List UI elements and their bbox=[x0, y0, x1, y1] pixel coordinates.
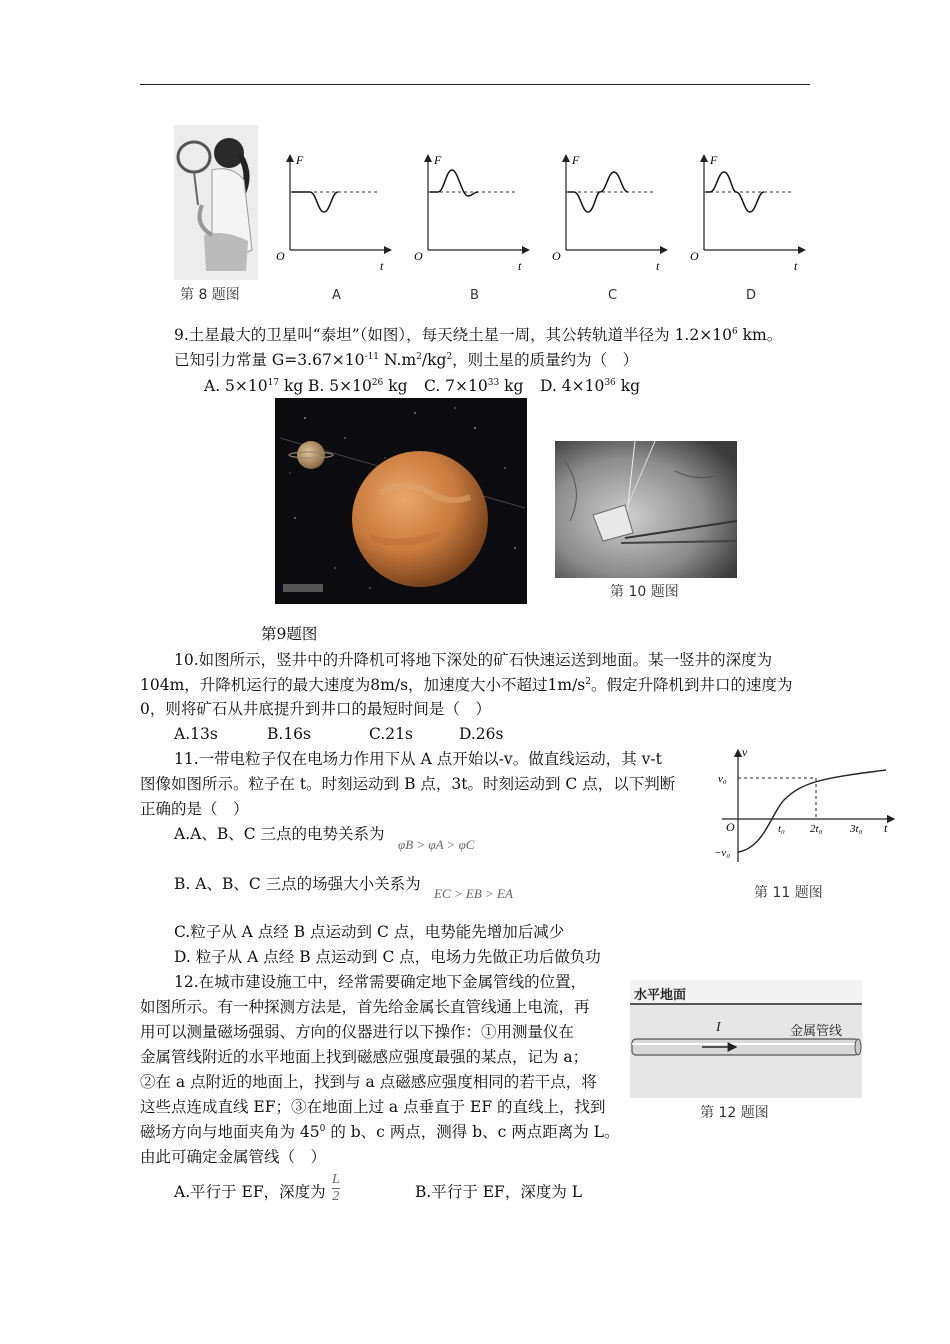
graph-option-label: D bbox=[746, 288, 757, 303]
label-t0: t₀ bbox=[778, 823, 785, 835]
label-o: O bbox=[726, 820, 735, 834]
label-3t0: 3t₀ bbox=[850, 823, 863, 835]
q10-line1: 10.如图所示，竖井中的升降机可将地下深处的矿石快速运送到地面。某一竖井的深度为 bbox=[174, 651, 773, 669]
q8-graph-b bbox=[414, 153, 530, 303]
label-neg-v0: −v₀ bbox=[714, 847, 731, 859]
q11-option-d: D. 粒子从 A 点经 B 点运动到 C 点，电场力先做正功后做负功 bbox=[174, 948, 601, 966]
q11-option-a: A.A、B、C 三点的电势关系为 bbox=[174, 825, 385, 843]
q9-titan-image bbox=[275, 398, 527, 604]
girl-swing-illustration bbox=[174, 125, 258, 280]
label-2t0: 2t₀ bbox=[810, 823, 823, 835]
q12-option-b: B.平行于 EF，深度为 L bbox=[415, 1183, 583, 1201]
axis-t-label: t bbox=[518, 259, 522, 273]
q9-option-b: B. $5\times 10^{26}$ kg bbox=[308, 377, 408, 395]
fraction-numerator: L bbox=[332, 1172, 340, 1187]
q11-vt-graph bbox=[712, 742, 902, 867]
q11-fig-caption: 第 11 题图 bbox=[754, 885, 823, 901]
q11-line3: 正确的是（ ） bbox=[140, 800, 249, 818]
ground-label: 水平地面 bbox=[634, 988, 687, 1003]
graph-option-label: A bbox=[332, 288, 341, 303]
fraction-denominator: 2 bbox=[332, 1189, 340, 1204]
q10-shaft-image bbox=[555, 441, 737, 578]
q12-pipe-diagram bbox=[630, 980, 862, 1098]
origin-label: O bbox=[414, 249, 423, 263]
vt-curve bbox=[738, 770, 886, 852]
label-t: t bbox=[884, 821, 888, 835]
q11-line1: 11.一带电粒子仅在电场力作用下从 A 点开始以-v。做直线运动，其 v-t bbox=[174, 750, 662, 768]
q12-line2: 如图所示。有一种探测方法是，首先给金属长直管线通上电流，再 bbox=[140, 998, 590, 1016]
q12-line4: 金属管线附近的水平地面上找到磁感应强度最强的某点，记为 a； bbox=[140, 1048, 589, 1066]
q12-line5: ②在 a 点附近的地面上，找到与 a 点磁感应强度相同的若干点，将 bbox=[140, 1073, 597, 1091]
axis-t-label: t bbox=[794, 259, 798, 273]
pipe-label: 金属管线 bbox=[790, 1024, 843, 1039]
q12-option-a-fraction bbox=[332, 1172, 340, 1205]
q8-photo bbox=[174, 125, 258, 280]
q10-option-c: C.21s bbox=[369, 725, 413, 743]
axis-f-label: F bbox=[572, 153, 580, 167]
axis-f-label: F bbox=[710, 153, 718, 167]
header-rule bbox=[140, 84, 810, 85]
q8-graph-c bbox=[552, 153, 668, 303]
q10-option-a: A.13s bbox=[174, 725, 218, 743]
q10-line2: 104m，升降机运行的最大速度为8m/s，加速度大小不超过$1m/s^2$。假定升降机到井口的速度为 bbox=[140, 676, 793, 694]
q10-option-d: D.26s bbox=[459, 725, 504, 743]
label-v: v bbox=[742, 745, 748, 759]
origin-label: O bbox=[276, 249, 285, 263]
q11-line2: 图像如图所示。粒子在 t。时刻运动到 B 点，3t。时刻运动到 C 点，以下判断 bbox=[140, 775, 676, 793]
q12-fig-caption: 第 12 题图 bbox=[700, 1105, 769, 1121]
q12-line7: 磁场方向与地面夹角为 $45^0$ 的 b、c 两点，测得 b、c 两点距离为 L。 bbox=[140, 1123, 620, 1141]
axis-f-label: F bbox=[434, 153, 442, 167]
q12-line6: 这些点连成直线 EF；③在地面上过 a 点垂直于 EF 的直线上，找到 bbox=[140, 1098, 606, 1116]
axis-f-label: F bbox=[296, 153, 304, 167]
label-v0: v₀ bbox=[718, 773, 727, 785]
q8-force-time-graphs bbox=[270, 150, 830, 310]
origin-label: O bbox=[552, 249, 561, 263]
q11-option-a-math: φB > φA > φC bbox=[398, 837, 475, 852]
q11-option-b: B. A、B、C 三点的场强大小关系为 bbox=[174, 875, 421, 893]
q9-option-a: A. $5\times 10^{17}$ kg bbox=[204, 377, 304, 395]
q12-line3: 用可以测量磁场强弱、方向的仪器进行以下操作：①用测量仪在 bbox=[140, 1023, 575, 1041]
q11-option-c: C.粒子从 A 点经 B 点运动到 C 点，电势能先增加后减少 bbox=[174, 923, 565, 941]
force-curve bbox=[292, 192, 338, 212]
q12-line8: 由此可确定金属管线（ ） bbox=[140, 1148, 327, 1166]
q9-fig-caption: 第9题图 bbox=[261, 625, 318, 643]
q12-line1: 12.在城市建设施工中，经常需要确定地下金属管线的位置， bbox=[174, 973, 587, 991]
q11-option-b-math: EC > EB > EA bbox=[434, 886, 513, 901]
q8-fig-caption: 第 8 题图 bbox=[180, 287, 240, 303]
q8-graph-d bbox=[690, 153, 806, 303]
q9-option-c: C. $7\times 10^{33}$ kg bbox=[424, 377, 524, 395]
q9-line2: 已知引力常量 $G=3.67\times 10^{-11}$ $N.m^2/kg^2$，则土星的质量约为（ ） bbox=[174, 351, 639, 369]
graph-option-label: B bbox=[470, 288, 479, 303]
q10-fig-caption: 第 10 题图 bbox=[610, 584, 679, 600]
q8-graph-a bbox=[276, 153, 392, 303]
axis-t-label: t bbox=[656, 259, 660, 273]
q9-line1: 9.土星最大的卫星叫“泰坦”（如图），每天绕土星一周，其公转轨道半径为 $1.2\times 10^6$ km。 bbox=[174, 326, 783, 344]
origin-label: O bbox=[690, 249, 699, 263]
q12-option-a: A.平行于 EF，深度为 bbox=[174, 1183, 326, 1201]
current-label: I bbox=[716, 1020, 721, 1035]
q9-option-d: D. $4\times 10^{36}$ kg bbox=[540, 377, 641, 395]
pipe bbox=[632, 1039, 858, 1055]
axis-t-label: t bbox=[380, 259, 384, 273]
force-curve bbox=[706, 172, 764, 212]
q10-option-b: B.16s bbox=[267, 725, 311, 743]
q10-line3: 0，则将矿石从井底提升到井口的最短时间是（ ） bbox=[140, 700, 491, 718]
graph-option-label: C bbox=[608, 288, 618, 303]
